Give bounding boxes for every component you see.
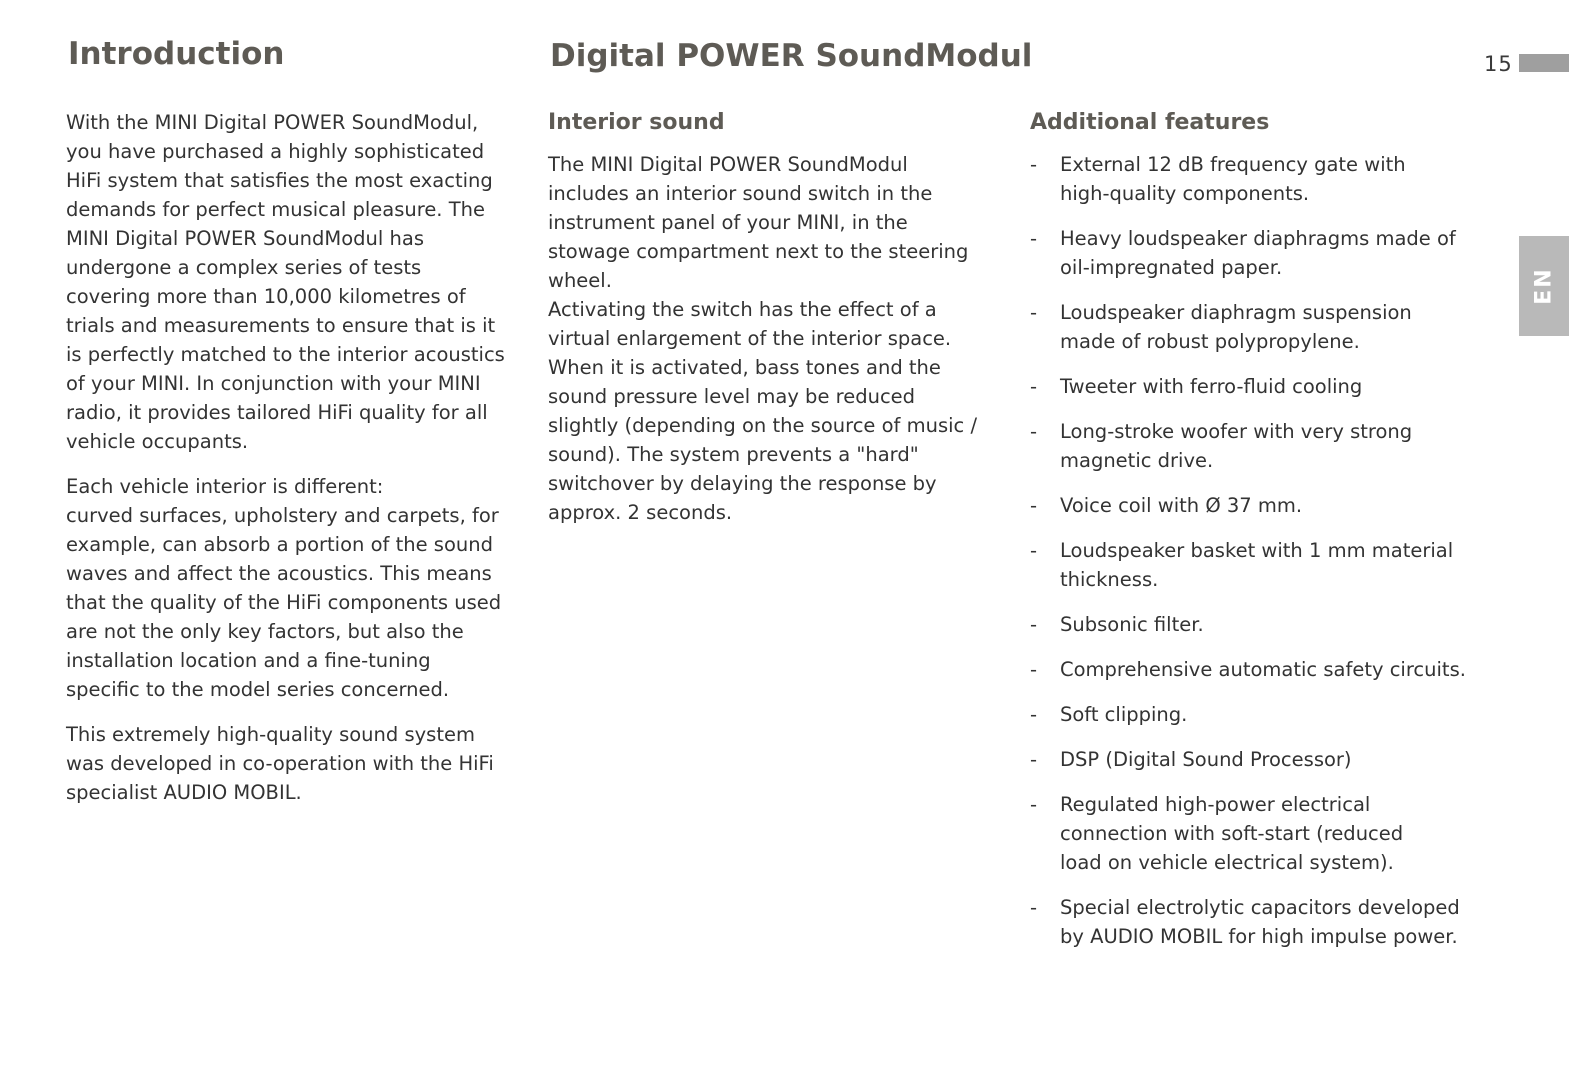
feature-item: - External 12 dB frequency gate with high-quality components. bbox=[1030, 150, 1510, 208]
feature-item: - Voice coil with Ø 37 mm. bbox=[1030, 491, 1510, 520]
introduction-paragraph: Each vehicle interior is different: curved surfaces, upholstery and carpets, for example, can absorb a portion of the sound waves and affect the acoustics. This means that the quality of the HiFi components used are not the only key factors, but also the installation location and a fine-tuning specific to the model series concerned. bbox=[66, 475, 502, 701]
feature-item: - Loudspeaker basket with 1 mm material thickness. bbox=[1030, 536, 1510, 594]
introduction-column bbox=[66, 108, 536, 823]
introduction-paragraph: With the MINI Digital POWER SoundModul, you have purchased a highly sophisticated HiFi system that satisfies the most exacting demands for perfect musical pleasure. The MINI Digital POWER SoundModul has undergone a complex series of tests covering more than 10,000 kilometres of trials and measurements to ensure that is it is perfectly matched to the interior acoustics of your MINI. In conjunction with your MINI radio, it provides tailored HiFi quality for all vehicle occupants. bbox=[66, 111, 505, 453]
feature-item: - Subsonic filter. bbox=[1030, 610, 1510, 639]
interior-sound-heading: Interior sound bbox=[548, 110, 725, 135]
feature-item: - Loudspeaker diaphragm suspension made of robust polypropylene. bbox=[1030, 298, 1510, 356]
features-list bbox=[1030, 150, 1510, 951]
feature-item: - Regulated high-power electrical connection with soft-start (reduced load on vehicle electrical system). bbox=[1030, 790, 1510, 877]
additional-features-column bbox=[1030, 108, 1510, 967]
feature-item: - Soft clipping. bbox=[1030, 700, 1510, 729]
feature-item: - Special electrolytic capacitors developed by AUDIO MOBIL for high impulse power. bbox=[1030, 893, 1510, 951]
feature-item: - DSP (Digital Sound Processor) bbox=[1030, 745, 1510, 774]
feature-item: - Tweeter with ferro-fluid cooling bbox=[1030, 372, 1510, 401]
interior-sound-paragraph: The MINI Digital POWER SoundModul includes an interior sound switch in the instrument panel of your MINI, in the stowage compartment next to the steering wheel. Activating the switch has the effect of a virtual enlargement of the interior space. When it is activated, bass tones and the sound pressure level may be reduced slightly (depending on the source of music / sound). The system prevents a "hard" switchover by delaying the response by approx. 2 seconds. bbox=[548, 153, 978, 524]
feature-item: - Comprehensive automatic safety circuits. bbox=[1030, 655, 1510, 684]
feature-item: - Heavy loudspeaker diaphragms made of oil-impregnated paper. bbox=[1030, 224, 1510, 282]
interior-sound-column bbox=[548, 108, 1018, 543]
page-title: Digital POWER SoundModul bbox=[550, 38, 1033, 74]
page-number: 15 bbox=[1484, 52, 1513, 76]
language-tab bbox=[1519, 236, 1569, 336]
feature-item: - Long-stroke woofer with very strong magnetic drive. bbox=[1030, 417, 1510, 475]
introduction-heading: Introduction bbox=[68, 36, 285, 72]
language-tab-label: EN bbox=[1531, 267, 1557, 305]
introduction-paragraph: This extremely high-quality sound system was developed in co-operation with the HiFi specialist AUDIO MOBIL. bbox=[66, 723, 494, 804]
additional-features-heading: Additional features bbox=[1030, 110, 1270, 135]
page-number-bar bbox=[1519, 54, 1569, 72]
